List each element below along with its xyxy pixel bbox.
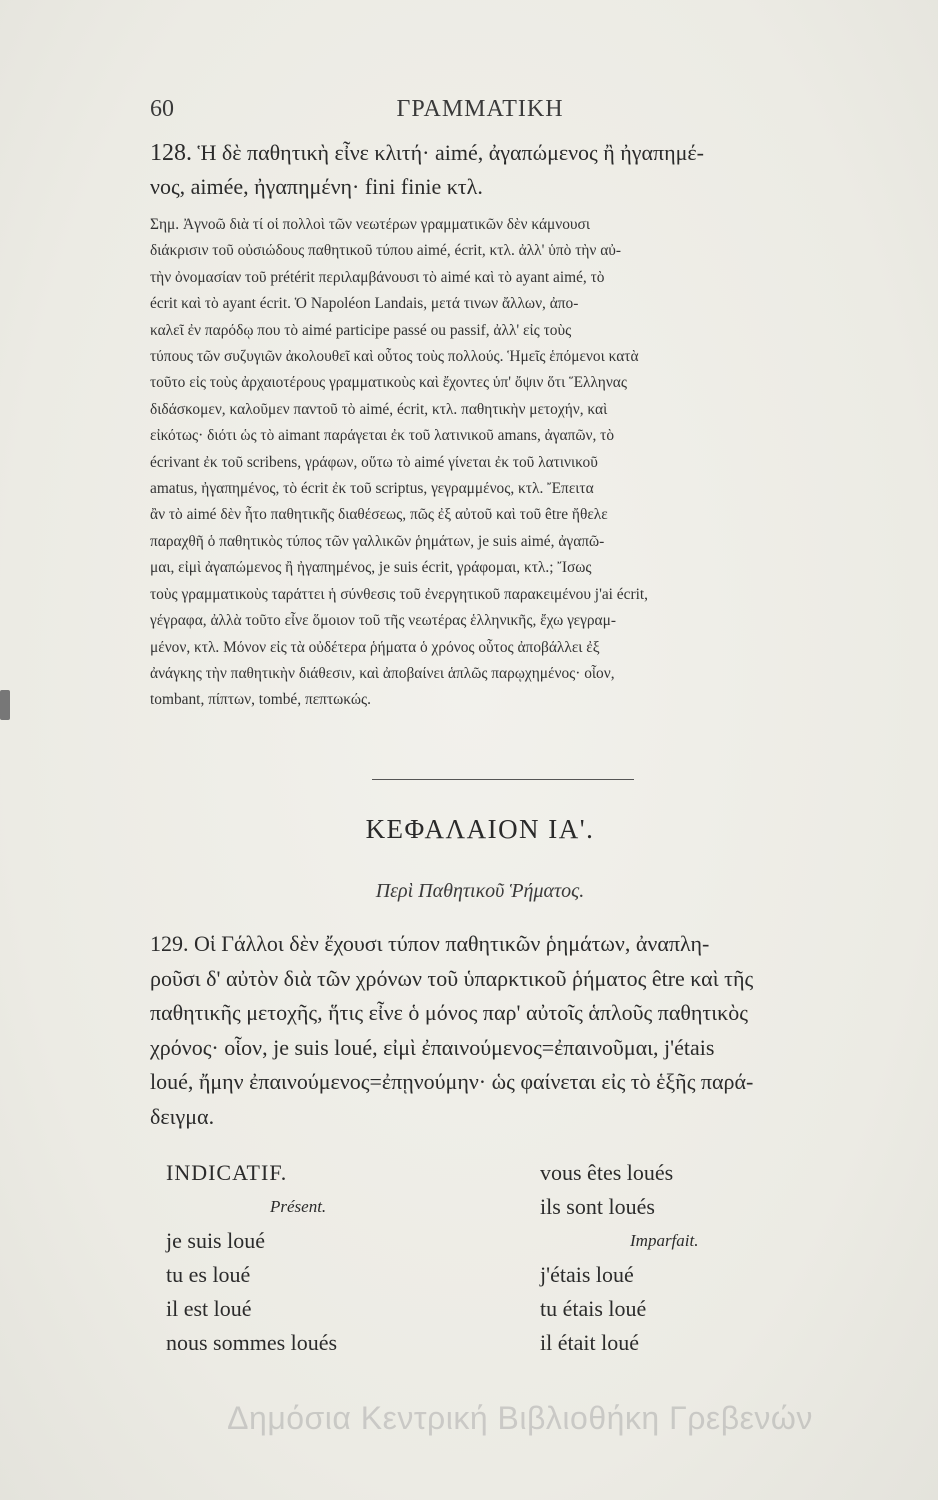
note-line: καλεῖ ἐν παρόδῳ που τὸ aimé participe passé ou passif, ἀλλ' εἰς τοὺς [150,321,572,339]
note-line: Σημ. Ἀγνοῶ διὰ τί οἱ πολλοὶ τῶν νεωτέρων γραμματικῶν δὲν κάμνουσι [150,216,590,233]
section-128-line-2: νος, aimée, ἠγαπημένη· fini finie κτλ. [150,174,483,199]
note-line: γέγραφα, ἀλλὰ τοῦτο εἶνε ὅμοιον τοῦ τῆς νεωτέρας ἑλληνικῆς, ἔχω γεγραμ- [150,612,616,630]
note-line: τοῦτο εἰς τοὺς ἀρχαιοτέρους γραμματικοὺς καὶ ἔχοντες ὑπ' ὄψιν ὅτι Ἕλληνας [150,374,627,392]
note-line: διδάσκομεν, καλοῦμεν παντοῦ τὸ aimé, écrit, κτλ. παθητικὴν μετοχήν, καὶ [150,400,608,418]
section-divider [372,779,634,780]
note-line: παραχθῆ ὁ παθητικὸς τύπος τῶν γαλλικῶν ῥημάτων, je suis aimé, ἀγαπῶ- [150,532,605,550]
section-129 [150,927,810,1135]
conjugation-form: ils sont loués [540,1194,655,1219]
note-line: τοὺς γραμματικοὺς ταράττει ἡ σύνθεσις τοῦ ἐνεργητικοῦ παρακειμένου j'ai écrit, [150,585,648,603]
conjugation-form: nous sommes loués [166,1330,338,1355]
section-128-line-1: Ἡ δὲ παθητικὴ εἶνε κλιτή· aimé, ἀγαπώμενος ἢ ἠγαπημέ- [197,140,704,165]
section-129-line: loué, ἤμην ἐπαινούμενος=ἐπῃνούμην· ὡς φαίνεται εἰς τὸ ἑξῆς παρά- [150,1069,754,1095]
conjugation-right-column [540,1156,840,1360]
section-number: 128. [150,140,192,166]
conjugation-form: tu es loué [166,1262,251,1287]
note-line: écrit καὶ τὸ ayant écrit. Ὁ Napoléon Landais, μετά τινων ἄλλων, ἀπο- [150,295,579,313]
note-line: écrivant ἐκ τοῦ scribens, γράφων, οὕτω τὸ aimé γίνεται ἐκ τοῦ λατινικοῦ [150,453,598,471]
section-129-line: παθητικῆς μετοχῆς, ἥτις εἶνε ὁ μόνος παρ' αὐτοῖς ἁπλοῦς παθητικὸς [150,1000,748,1026]
section-128 [150,136,810,204]
running-title: ΓΡΑΜΜΑΤΙΚΗ [396,96,564,122]
note-paragraph [150,212,810,714]
note-line: τὴν ὀνομασίαν τοῦ prétérit περιλαμβάνουσι τὸ aimé καὶ τὸ ayant aimé, τὸ [150,268,605,286]
page-number: 60 [150,96,174,122]
note-line: amatus, ἠγαπημένος, τὸ écrit ἐκ τοῦ scriptus, γεγραμμένος, κτλ. Ἔπειτα [150,480,594,498]
note-line: tombant, πίπτων, tombé, πεπτωκώς. [150,691,371,709]
note-line: διάκρισιν τοῦ οὐσιώδους παθητικοῦ τύπου aimé, écrit, κτλ. ἀλλ' ὑπὸ τὴν αὐ- [150,242,622,260]
note-line: εἰκότως· διότι ὡς τὸ aimant παράγεται ἐκ τοῦ λατινικοῦ amans, ἀγαπῶν, τὸ [150,427,615,445]
section-129-line: 129. Οἱ Γάλλοι δὲν ἔχουσι τύπον παθητικῶν ῥημάτων, ἀναπλη- [150,931,710,956]
scan-edge-mark [0,690,10,720]
conjugation-left-column [166,1156,496,1360]
section-129-line: δειγμα. [150,1103,215,1129]
chapter-title: ΚΕΦΑΛΑΙΟΝ ΙΑ'. [365,814,595,844]
conjugation-form: je suis loué [166,1228,265,1253]
note-line: ἀνάγκης τὴν παθητικὴν διάθεσιν, καὶ ἀποβαίνει ἁπλῶς παρῳχημένος· οἷον, [150,664,615,682]
mood-heading: INDICATIF. [166,1160,288,1185]
tense-present-label: Présent. [270,1197,327,1216]
note-line: ἂν τὸ aimé δὲν ἦτο παθητικῆς διαθέσεως, πῶς ἐξ αὐτοῦ καὶ τοῦ être ἤθελε [150,506,608,524]
tense-imparfait-label: Imparfait. [630,1231,699,1250]
conjugation-form: il est loué [166,1296,252,1321]
conjugation-form: tu étais loué [540,1296,647,1321]
section-129-line: ροῦσι δ' αὐτὸν διὰ τῶν χρόνων τοῦ ὑπαρκτικοῦ ῥήματος être καὶ τῆς [150,965,754,991]
chapter-subtitle: Περὶ Παθητικοῦ Ῥήματος. [375,880,585,902]
conjugation-form: vous êtes loués [540,1160,674,1185]
library-watermark: Δημόσια Κεντρική Βιβλιοθήκη Γρεβενών [227,1400,813,1436]
section-129-line: χρόνος· οἷον, je suis loué, εἰμὶ ἐπαινούμενος=ἐπαινοῦμαι, j'étais [150,1034,715,1060]
note-line: μαι, εἰμὶ ἀγαπώμενος ἢ ἠγαπημένος, je suis écrit, γράφομαι, κτλ.; Ἴσως [150,559,592,577]
conjugation-form: j'étais loué [540,1262,634,1287]
note-line: τύπους τῶν συζυγιῶν ἀκολουθεῖ καὶ οὗτος τοὺς πολλούς. Ἡμεῖς ἑπόμενοι κατὰ [150,348,639,366]
conjugation-form: il était loué [540,1330,639,1355]
page-header [150,96,810,130]
note-line: μένον, κτλ. Μόνον εἰς τὰ οὐδέτερα ῥήματα ὁ χρόνος οὗτος ἀποβάλλει ἐξ [150,638,600,656]
